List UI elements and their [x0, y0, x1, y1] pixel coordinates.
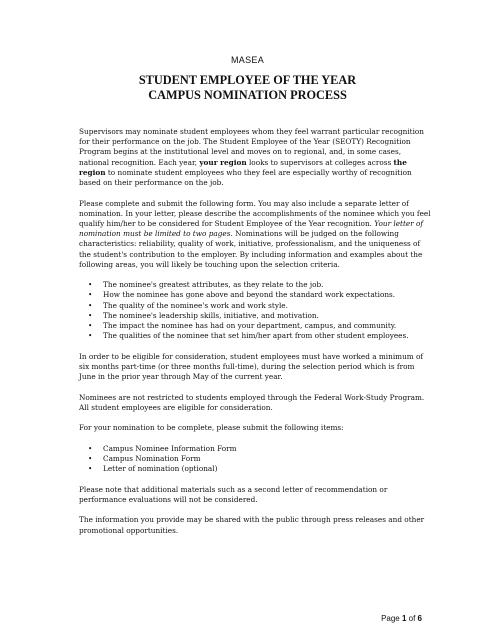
intro-text-3: to nominate student employees who they feel are especially worthy of recognition based on their performance on the job.	[79, 167, 412, 188]
criteria-list	[79, 280, 431, 341]
list-item: • Campus Nomination Form	[88, 454, 201, 464]
list-item: • The qualities of the nominee that set him/her apart from other student employees.	[88, 331, 409, 341]
intro-paragraph	[79, 127, 431, 188]
bullet-icon: •	[88, 454, 93, 464]
workstudy-line-1: Nominees are not restricted to students employed through the Federal Work-Study Program.	[79, 392, 425, 402]
note-paragraph: Please note that additional materials such as a second letter of recommendation or performance evaluations will not be considered.	[79, 484, 388, 504]
bullet-icon: •	[88, 290, 93, 300]
bullet-icon: •	[88, 280, 93, 290]
list-item: • Campus Nominee Information Form	[88, 443, 237, 453]
title-line-2: CAMPUS NOMINATION PROCESS	[148, 88, 347, 102]
document-title	[0, 73, 495, 103]
list-item: • The quality of the nominee's work and work style.	[88, 300, 288, 310]
workstudy-paragraph	[79, 393, 431, 413]
bullet-icon: •	[88, 464, 93, 474]
instructions-letter-limit: Your letter of nomination must be limited to two pages.	[79, 218, 424, 239]
eligibility-paragraph: In order to be eligible for consideration, student employees must have worked a minimum of six months part-time (or three months full-time), during the selection period which is from June in the prior year through May of the current year.	[79, 351, 424, 382]
instructions-paragraph	[79, 199, 431, 270]
list-item: • The impact the nominee has had on your department, campus, and community.	[88, 321, 397, 331]
workstudy-line-2: All student employees are eligible for consideration.	[79, 402, 273, 412]
intro-bold-your-region: your region	[199, 157, 247, 167]
items-intro-paragraph: For your nomination to be complete, please submit the following items:	[79, 423, 344, 433]
page-number: Page 1 of 6	[381, 614, 422, 623]
document-body	[79, 127, 431, 546]
title-line-1: STUDENT EMPLOYEE OF THE YEAR	[138, 73, 357, 87]
intro-text-2: looks to supervisors at colleges across	[246, 157, 394, 167]
bullet-icon: •	[88, 300, 93, 310]
bullet-icon: •	[88, 310, 93, 320]
organization-name: MASEA	[230, 55, 264, 65]
privacy-paragraph: The information you provide may be shared with the public through press releases and other promotional opportunities.	[79, 515, 425, 535]
intro-bold-the-region: the region	[79, 157, 407, 177]
list-item: • The nominee's greatest attributes, as they relate to the job.	[88, 280, 324, 290]
list-item: • Letter of nomination (optional)	[88, 464, 218, 474]
list-item: • The nominee's leadership skills, initiative, and motivation.	[88, 310, 319, 320]
bullet-icon: •	[88, 443, 93, 453]
intro-text-1: Supervisors may nominate student employees whom they feel warrant particular recognition for their performance on the job. The Student Employee of the Year (SEOTY) Recognition Program begins at the institutional level and moves on to regional, and, in some cases, national recognition. Each year,	[79, 127, 425, 167]
list-item: • How the nominee has gone above and beyond the standard work expectations.	[88, 290, 396, 300]
instructions-text-2: Nominations will be judged on the following characteristics: reliability, quality of work, initiative, professionalism, and the uniqueness of the student's contribution to the employer. By including information and examples about the following areas, you will likely be touching upon the selection criteria.	[79, 229, 423, 269]
bullet-icon: •	[88, 321, 93, 331]
required-items-list	[79, 444, 431, 475]
instructions-text-1: Please complete and submit the following form. You may also include a separate letter of nomination. In your letter, please describe the accomplishments of the nominee which you feel qualify him/her to be considered for Student Employee of the Year recognition.	[79, 198, 431, 228]
bullet-icon: •	[88, 331, 93, 341]
